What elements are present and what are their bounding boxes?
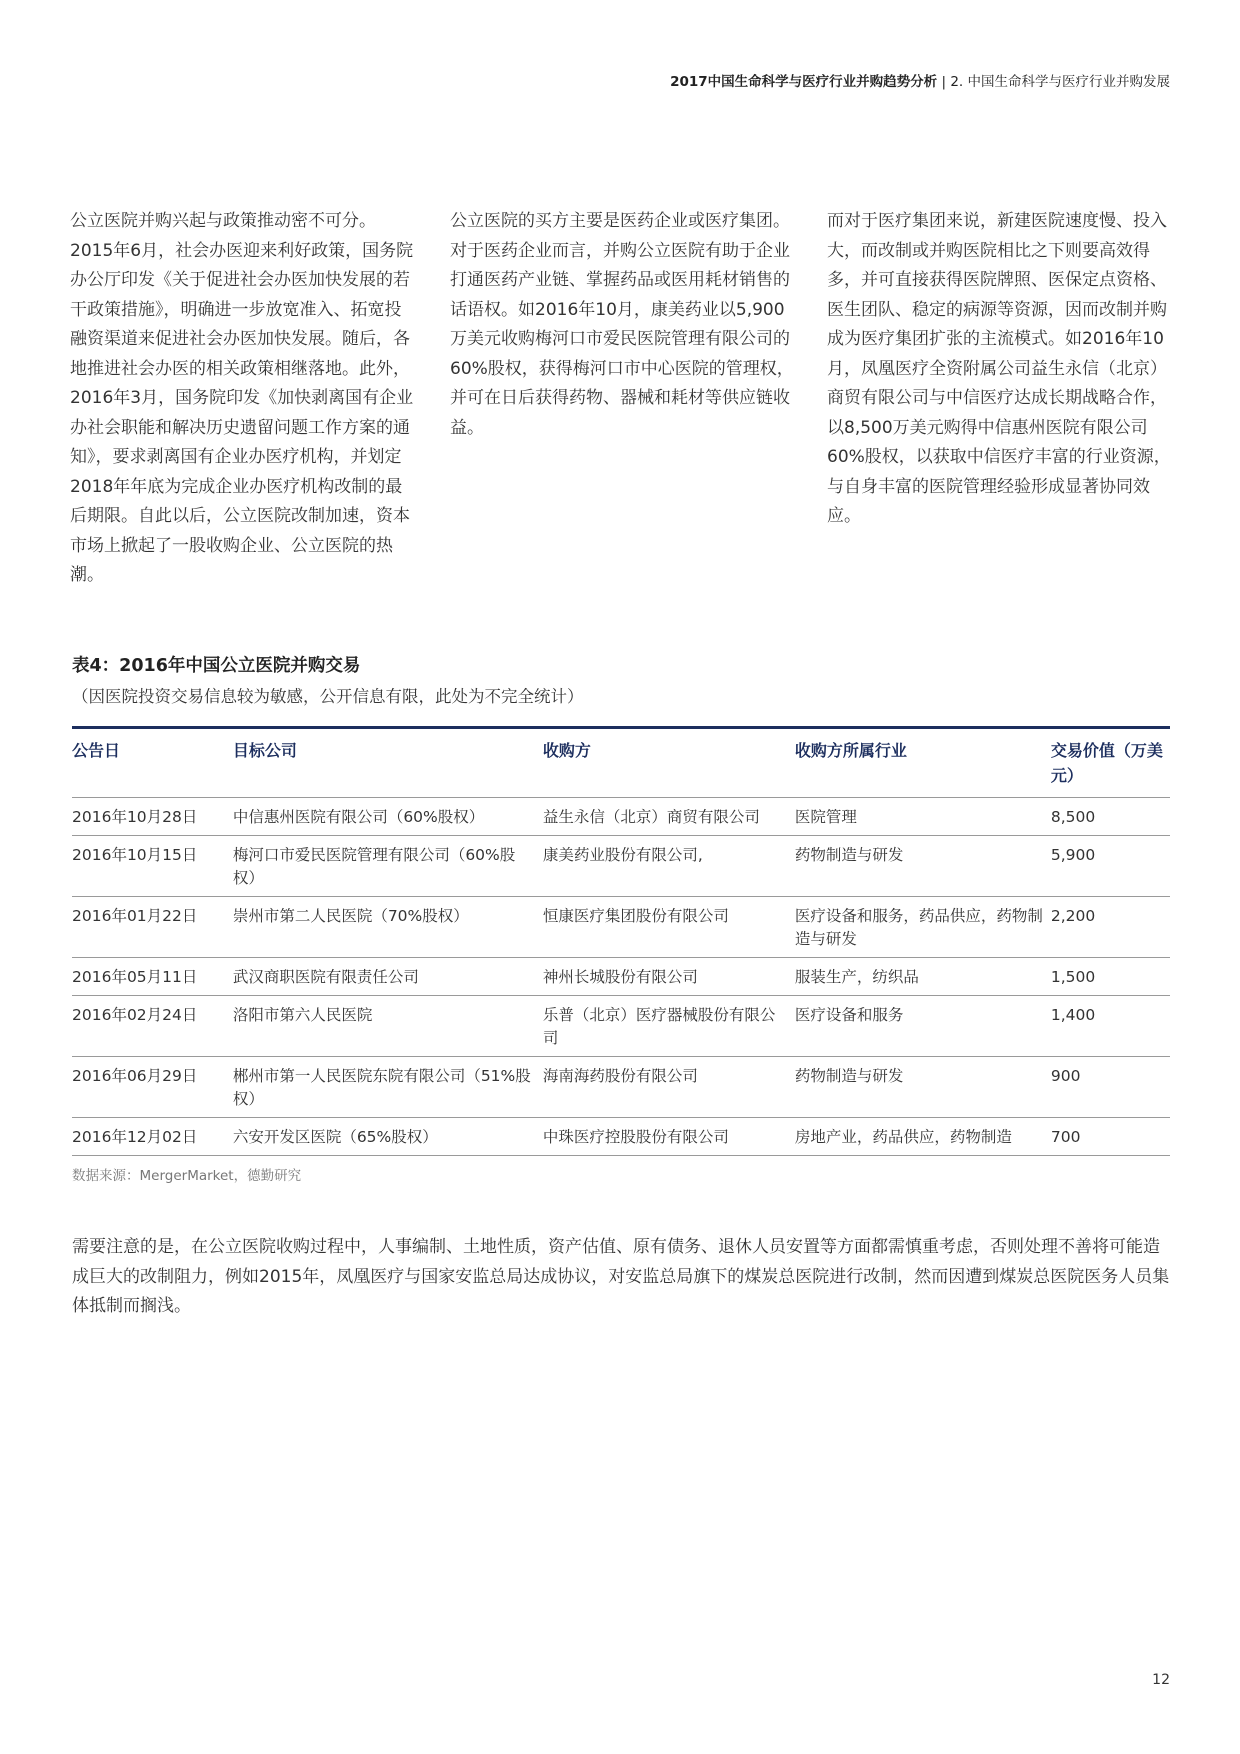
data-source-note: 数据来源：MergerMarket，德勤研究 bbox=[72, 1168, 302, 1184]
page-header bbox=[670, 70, 1170, 90]
cell-industry: 医院管理 bbox=[795, 798, 1051, 836]
cell-acquirer: 乐普（北京）医疗器械股份有限公司 bbox=[543, 996, 795, 1057]
table-row bbox=[72, 836, 1170, 897]
cell-value: 2,200 bbox=[1051, 897, 1170, 958]
table-row bbox=[72, 958, 1170, 996]
cell-acquirer: 神州长城股份有限公司 bbox=[543, 958, 795, 996]
cell-date: 2016年01月22日 bbox=[72, 897, 233, 958]
closing-paragraph: 需要注意的是，在公立医院收购过程中，人事编制、土地性质，资产估值、原有债务、退休人员安置等方面都需慎重考虑，否则处理不善将可能造成巨大的改制阻力，例如2015年，凤凰医疗与国家安监总局达成协议，对安监总局旗下的煤炭总医院进行改制，然而因遭到煤炭总医院医务人员集体抵制而搁浅。 bbox=[72, 1237, 1170, 1316]
cell-industry: 服装生产，纺织品 bbox=[795, 958, 1051, 996]
page-number: 12 bbox=[1152, 1672, 1170, 1688]
header-separator: | bbox=[941, 74, 947, 90]
cell-acquirer: 恒康医疗集团股份有限公司 bbox=[543, 897, 795, 958]
cell-date: 2016年10月28日 bbox=[72, 798, 233, 836]
section-title: 2. 中国生命科学与医疗行业并购发展 bbox=[950, 74, 1170, 90]
column-3-text: 而对于医疗集团来说，新建医院速度慢、投入大，而改制或并购医院相比之下则要高效得多，并可直接获得医院牌照、医保定点资格、医生团队、稳定的病源等资源，因而改制并购成为医疗集团扩张的主流模式。如2016年10月，凤凰医疗全资附属公司益生永信（北京）商贸有限公司与中信医疗达成长期战略合作，以8,500万美元购得中信惠州医院有限公司60%股权，以获取中信医疗丰富的行业资源，与自身丰富的医院管理经验形成显著协同效应。 bbox=[827, 211, 1171, 526]
table-row bbox=[72, 996, 1170, 1057]
cell-acquirer: 中珠医疗控股股份有限公司 bbox=[543, 1118, 795, 1156]
table-title: 表4：2016年中国公立医院并购交易 bbox=[72, 656, 361, 676]
header-announce-date: 公告日 bbox=[72, 728, 233, 798]
cell-value: 1,500 bbox=[1051, 958, 1170, 996]
column-2-text: 公立医院的买方主要是医药企业或医疗集团。对于医药企业而言，并购公立医院有助于企业打通医药产业链、掌握药品或医用耗材销售的话语权。如2016年10月，康美药业以5,900万美元收购梅河口市爱民医院管理有限公司的60%股权，获得梅河口市中心医院的管理权，并可在日后获得药物、器械和耗材等供应链收益。 bbox=[450, 211, 794, 438]
cell-target: 崇州市第二人民医院（70%股权） bbox=[233, 897, 543, 958]
cell-date: 2016年10月15日 bbox=[72, 836, 233, 897]
cell-target: 武汉商职医院有限责任公司 bbox=[233, 958, 543, 996]
report-title: 2017中国生命科学与医疗行业并购趋势分析 bbox=[670, 74, 938, 90]
cell-industry: 药物制造与研发 bbox=[795, 1057, 1051, 1118]
table-row bbox=[72, 798, 1170, 836]
cell-acquirer: 海南海药股份有限公司 bbox=[543, 1057, 795, 1118]
cell-industry: 医疗设备和服务 bbox=[795, 996, 1051, 1057]
cell-target: 郴州市第一人民医院东院有限公司（51%股权） bbox=[233, 1057, 543, 1118]
table-subtitle: （因医院投资交易信息较为敏感，公开信息有限，此处为不完全统计） bbox=[72, 687, 584, 706]
cell-target: 梅河口市爱民医院管理有限公司（60%股权） bbox=[233, 836, 543, 897]
header-deal-value: 交易价值（万美元） bbox=[1051, 728, 1170, 798]
cell-date: 2016年06月29日 bbox=[72, 1057, 233, 1118]
table-header-row bbox=[72, 728, 1170, 798]
cell-value: 700 bbox=[1051, 1118, 1170, 1156]
header-target-company: 目标公司 bbox=[233, 728, 543, 798]
table-row bbox=[72, 897, 1170, 958]
column-1-text: 公立医院并购兴起与政策推动密不可分。2015年6月，社会办医迎来利好政策，国务院办公厅印发《关于促进社会办医加快发展的若干政策措施》，明确进一步放宽准入、拓宽投融资渠道来促进社会办医加快发展。随后，各地推进社会办医的相关政策相继落地。此外，2016年3月，国务院印发《加快剥离国有企业办社会职能和解决历史遗留问题工作方案的通知》，要求剥离国有企业办医疗机构，并划定2018年年底为完成企业办医疗机构改制的最后期限。自此以后，公立医院改制加速，资本市场上掀起了一股收购企业、公立医院的热潮。 bbox=[70, 211, 414, 585]
table-row bbox=[72, 1057, 1170, 1118]
header-acquirer: 收购方 bbox=[543, 728, 795, 798]
cell-date: 2016年05月11日 bbox=[72, 958, 233, 996]
cell-date: 2016年12月02日 bbox=[72, 1118, 233, 1156]
table-row bbox=[72, 1118, 1170, 1156]
cell-acquirer: 益生永信（北京）商贸有限公司 bbox=[543, 798, 795, 836]
cell-industry: 药物制造与研发 bbox=[795, 836, 1051, 897]
cell-acquirer: 康美药业股份有限公司, bbox=[543, 836, 795, 897]
cell-target: 洛阳市第六人民医院 bbox=[233, 996, 543, 1057]
cell-value: 5,900 bbox=[1051, 836, 1170, 897]
cell-industry: 房地产业，药品供应，药物制造 bbox=[795, 1118, 1051, 1156]
cell-target: 中信惠州医院有限公司（60%股权） bbox=[233, 798, 543, 836]
cell-target: 六安开发区医院（65%股权） bbox=[233, 1118, 543, 1156]
cell-value: 8,500 bbox=[1051, 798, 1170, 836]
deals-table bbox=[72, 726, 1170, 1156]
header-acquirer-industry: 收购方所属行业 bbox=[795, 728, 1051, 798]
cell-value: 900 bbox=[1051, 1057, 1170, 1118]
cell-industry: 医疗设备和服务，药品供应，药物制造与研发 bbox=[795, 897, 1051, 958]
cell-value: 1,400 bbox=[1051, 996, 1170, 1057]
cell-date: 2016年02月24日 bbox=[72, 996, 233, 1057]
